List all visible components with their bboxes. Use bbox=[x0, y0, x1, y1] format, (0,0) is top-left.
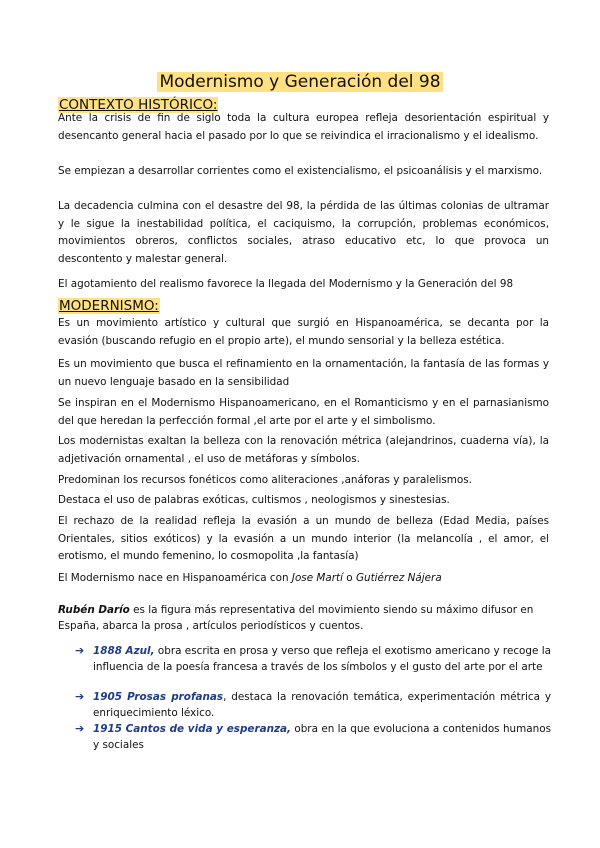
contexto-paragraph-4: El agotamiento del realismo favorece la llegada del Modernismo y la Generación del 98 bbox=[58, 278, 514, 290]
title-wrapper bbox=[0, 72, 600, 92]
modernismo-paragraph-4: Los modernistas exaltan la belleza con la renovación métrica (alejandrinos, cuaderna vía), la adjetivación ornamental , el uso de metáforas y símbolos. bbox=[58, 435, 549, 465]
contexto-paragraph-1: Ante la crisis de fin de siglo toda la cultura europea refleja desorientación espiritual y desencanto general hacia el pasado por lo que se reivindica el irracionalismo y el idealismo. bbox=[58, 112, 549, 142]
dario-paragraph bbox=[58, 602, 549, 634]
heading-contexto: CONTEXTO HISTÓRICO: bbox=[59, 97, 218, 113]
arrow-right-icon: ➔ bbox=[75, 722, 85, 735]
modernismo-paragraph-1: Es un movimiento artístico y cultural que surgió en Hispanoamérica, se decanta por la evasión (buscando refugio en el propio arte), el mundo sensorial y la belleza estética. bbox=[58, 317, 549, 347]
work-title: 1915 Cantos de vida y esperanza, bbox=[93, 723, 291, 735]
contexto-paragraph-2: Se empiezan a desarrollar corrientes como el existencialismo, el psicoanálisis y el marxismo. bbox=[58, 165, 543, 177]
modernismo-paragraph-6: Destaca el uso de palabras exóticas, cultismos , neologismos y sinestesias. bbox=[58, 494, 450, 506]
heading-modernismo: MODERNISMO: bbox=[59, 298, 159, 314]
document-title: Modernismo y Generación del 98 bbox=[159, 72, 441, 92]
author-ruben-dario: Rubén Darío bbox=[58, 604, 130, 616]
modernismo-paragraph-8 bbox=[58, 570, 549, 588]
arrow-right-icon: ➔ bbox=[75, 690, 85, 703]
work-description: obra en la que evoluciona a contenidos humanos y sociales bbox=[93, 723, 551, 751]
author-gutierrez-najera: Gutiérrez Nájera bbox=[355, 572, 442, 584]
contexto-paragraph-3: La decadencia culmina con el desastre del 98, la pérdida de las últimas colonias de ultramar y le sigue la inestabilidad política, el caciquismo, la corrupción, problemas económicos, movimientos obreros, conflictos sociales, atraso educativo etc, lo que provoca un descontento y malestar general. bbox=[58, 200, 549, 265]
author-jose-marti: Jose Martí bbox=[291, 572, 343, 584]
modernismo-paragraph-3: Se inspiran en el Modernismo Hispanoamericano, en el Romanticismo y en el parnasianismo del que heredan la perfección formal ,el arte por el arte y el simbolismo. bbox=[58, 397, 549, 427]
p8-start: El Modernismo nace en Hispanoamérica con bbox=[58, 572, 292, 584]
p8-mid: o bbox=[342, 572, 356, 584]
modernismo-paragraph-7: El rechazo de la realidad refleja la evasión a un mundo de belleza (Edad Media, países Orientales, sitios exóticos) y la evasión a un mundo interior (la melancolía , el amor, el erotismo, el mundo femenino, lo cosmopolita ,la fantasía) bbox=[58, 515, 549, 562]
modernismo-paragraph-5: Predominan los recursos fonéticos como aliteraciones ,anáforas y paralelismos. bbox=[58, 474, 472, 486]
work-item-cantos-de-vida bbox=[75, 721, 551, 753]
work-title: 1905 Prosas profanas bbox=[93, 691, 224, 703]
dario-intro: es la figura más representativa del movimiento siendo su máximo difusor en España, abarca la prosa , artículos periodísticos y cuentos. bbox=[58, 604, 534, 632]
arrow-right-icon: ➔ bbox=[75, 644, 85, 657]
modernismo-paragraph-2: Es un movimiento que busca el refinamiento en la ornamentación, la fantasía de las formas y un nuevo lenguaje basado en la sensibilidad bbox=[58, 358, 549, 388]
work-title: 1888 Azul, bbox=[93, 645, 155, 657]
work-item-prosas-profanas bbox=[75, 689, 551, 721]
work-description: , destaca la renovación temática, experimentación métrica y enriquecimiento léxico. bbox=[93, 691, 552, 719]
work-description: obra escrita en prosa y verso que refleja el exotismo americano y recoge la influencia de la poesía francesa a través de los símbolos y el gusto del arte por el arte bbox=[93, 645, 551, 673]
work-item-azul bbox=[75, 643, 551, 675]
